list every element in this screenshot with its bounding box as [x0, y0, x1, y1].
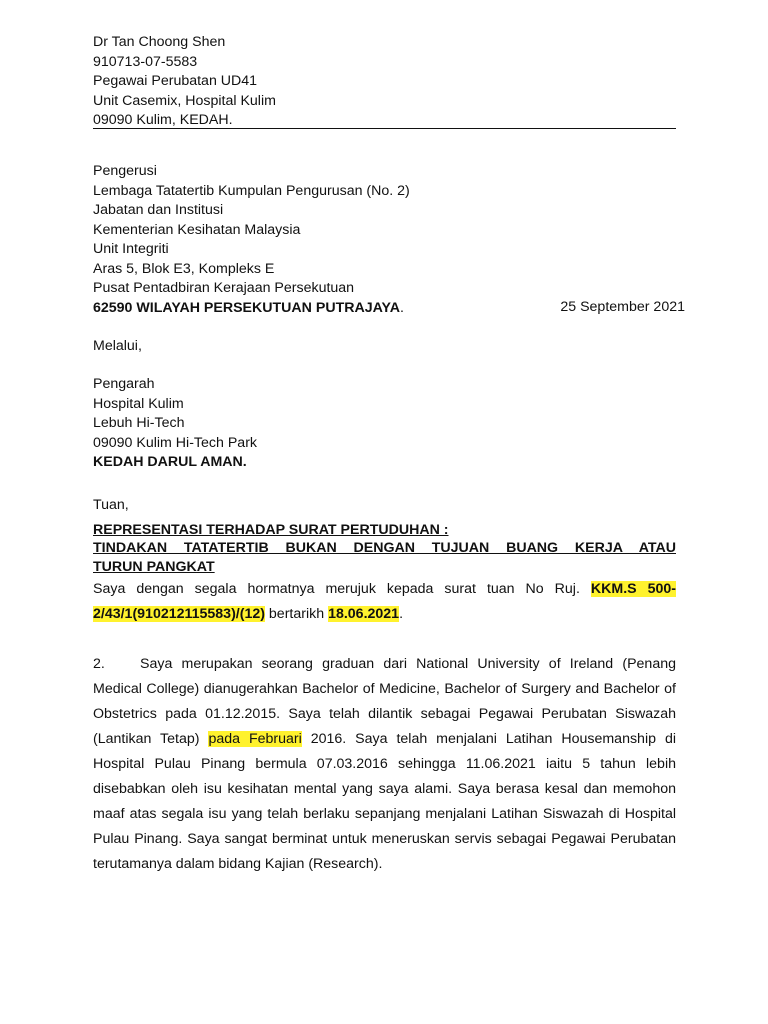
- highlighted-phrase: pada Februari: [208, 731, 302, 747]
- letter-date: 25 September 2021: [560, 299, 685, 315]
- via-label: [93, 337, 142, 357]
- recipient-line: Lembaga Tatatertib Kumpulan Pengurusan (No. 2): [93, 182, 410, 199]
- subject-line-3: TURUN PANGKAT: [93, 559, 215, 575]
- para1-text-after: .: [399, 606, 404, 622]
- recipient-postcode-suffix: .: [399, 299, 404, 316]
- salutation-text: Tuan,: [93, 497, 129, 513]
- via-address: [93, 375, 257, 473]
- via-line: 09090 Kulim Hi-Tech Park: [93, 434, 258, 451]
- via-line: Pengarah: [93, 376, 155, 392]
- para2-text-2: 2016. Saya telah menjalani Latihan Housemanship di Hospital Pulau Pinang bermula 07.03.2016 sehingga 11.06.2021 iaitu 5 tahun lebih disebabkan oleh isu kesihatan mental yang saya alami. Saya berasa kesal dan memohon maaf atas segala isu yang telah berlaku sepanjang menjalani Latihan Siswazah di Hospital Pulau Pinang. Saya sangat berminat untuk meneruskan servis sebagai Pegawai Perubatan terutamanya dalam bidang Kajian (Research).: [93, 731, 676, 872]
- recipient-line: Kementerian Kesihatan Malaysia: [93, 221, 301, 238]
- reference-date: 18.06.2021: [328, 606, 400, 622]
- subject-line-1: REPRESENTASI TERHADAP SURAT PERTUDUHAN :: [93, 522, 449, 538]
- para1-text-middle: bertarikh: [264, 606, 329, 622]
- salutation: [93, 496, 129, 516]
- via-line: Lebuh Hi-Tech: [93, 415, 185, 431]
- recipient-line: Jabatan dan Institusi: [93, 202, 224, 218]
- recipient-line: Unit Integriti: [93, 241, 169, 257]
- sender-unit: Unit Casemix, Hospital Kulim: [93, 92, 276, 109]
- recipient-line: Aras 5, Blok E3, Kompleks E: [93, 260, 275, 277]
- recipient-postcode-bold: 62590 WILAYAH PERSEKUTUAN PUTRAJAYA: [93, 299, 400, 316]
- sender-postcode-city: 09090 Kulim, KEDAH.: [93, 112, 233, 128]
- sender-address: [93, 33, 276, 131]
- recipient-address: [93, 162, 410, 318]
- via-state: KEDAH DARUL AMAN.: [93, 454, 247, 470]
- para1-text-before: Saya dengan segala hormatnya merujuk kepada surat tuan No Ruj.: [93, 581, 591, 597]
- recipient-line: Pusat Pentadbiran Kerajaan Persekutuan: [93, 280, 355, 296]
- paragraph-2: [93, 652, 676, 877]
- paragraph-number: 2.: [93, 656, 105, 672]
- recipient-postcode: [93, 299, 410, 319]
- sender-position: Pegawai Perubatan UD41: [93, 73, 258, 89]
- paragraph-1: [93, 577, 676, 627]
- recipient-line: Pengerusi: [93, 163, 157, 179]
- via-label-text: Melalui,: [93, 338, 142, 354]
- via-line: Hospital Kulim: [93, 395, 184, 412]
- para2-text-1: Saya merupakan seorang graduan dari National University of Ireland (Penang Medical College) dianugerahkan Bachelor of Medicine, Bachelor of Surgery and Bachelor of Obstetrics pada 01.12.2015. Saya telah dilantik sebagai Pegawai Perubatan Siswazah (Lantikan Tetap): [93, 656, 676, 747]
- reference-number: KKM.S 500-2/43/1(910212115583)/(12): [93, 581, 676, 622]
- header-divider: [93, 128, 676, 129]
- sender-id: 910713-07-5583: [93, 53, 198, 70]
- subject-heading: [93, 521, 676, 577]
- subject-line-2: TINDAKAN TATATERTIB BUKAN DENGAN TUJUAN BUANG KERJA ATAU: [93, 540, 676, 556]
- sender-name: Dr Tan Choong Shen: [93, 34, 226, 50]
